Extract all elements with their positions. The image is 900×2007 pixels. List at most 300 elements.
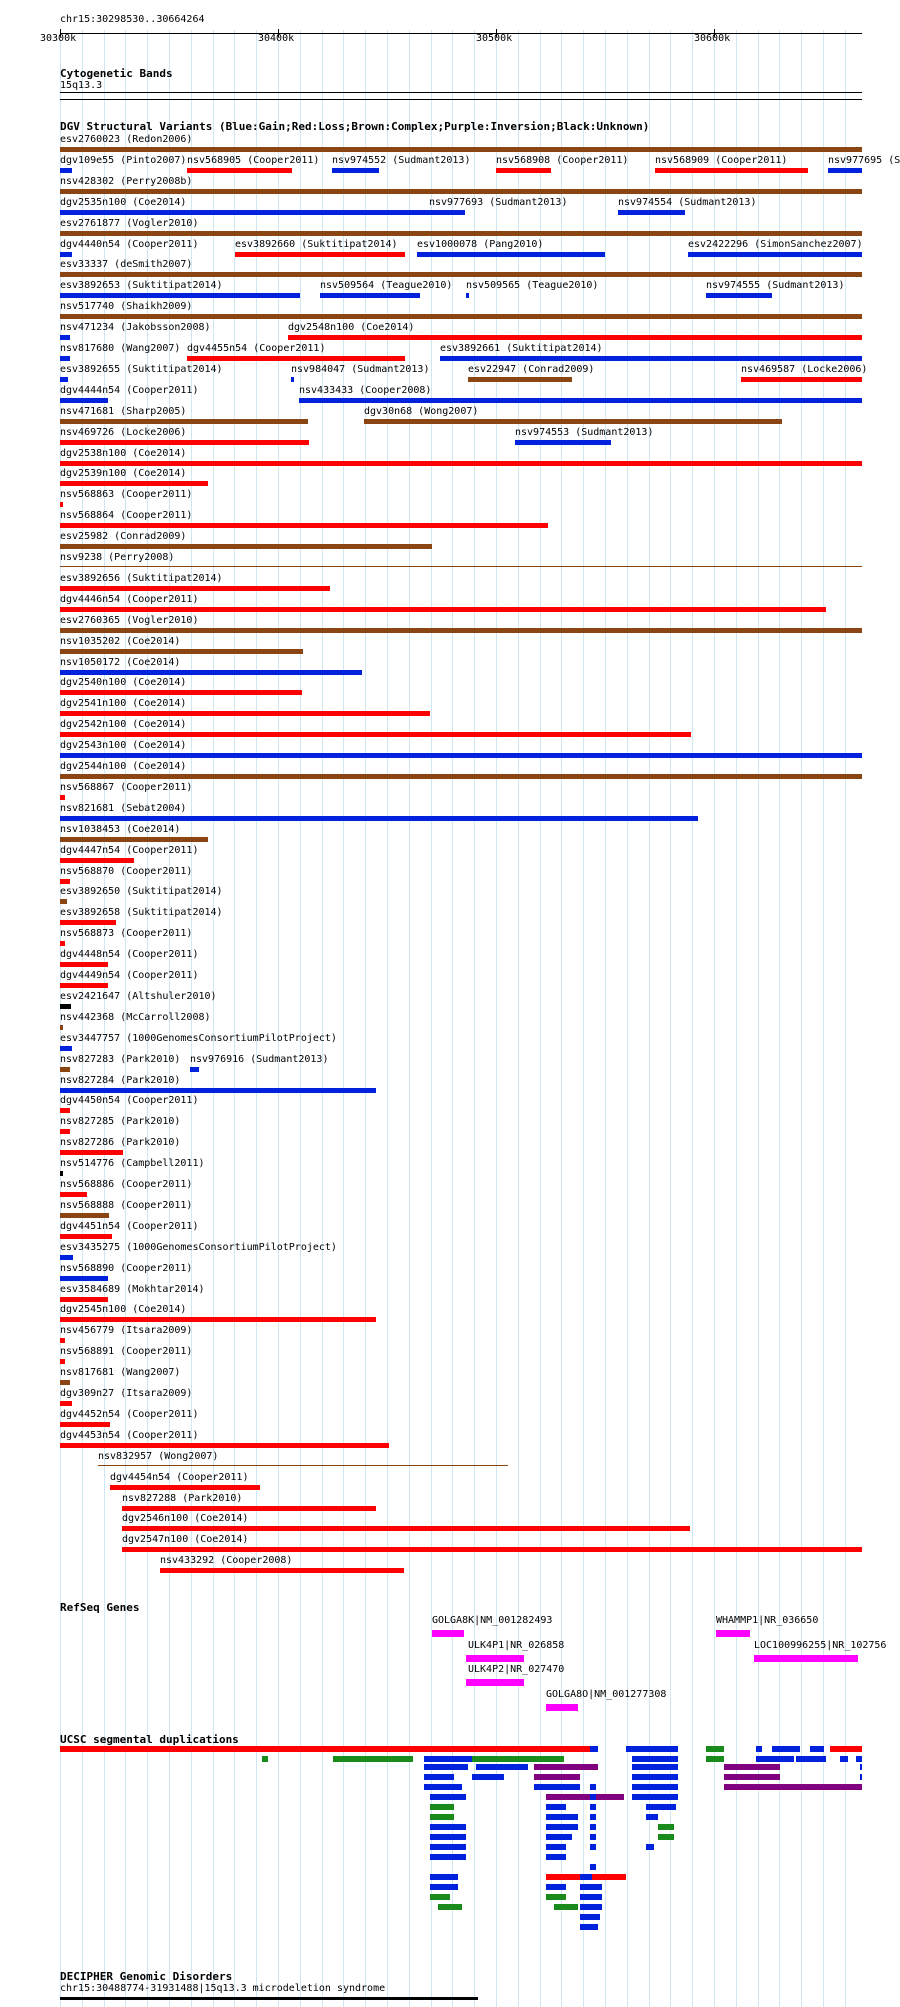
- segdup-block[interactable]: [333, 1756, 413, 1762]
- segdup-block[interactable]: [534, 1784, 580, 1790]
- segdup-block[interactable]: [476, 1764, 528, 1770]
- segdup-block[interactable]: [632, 1764, 678, 1770]
- grid-line: [627, 30, 628, 2007]
- segdup-block[interactable]: [580, 1914, 600, 1920]
- variant-label: nsv977693 (Sudmant2013): [429, 196, 568, 208]
- variant-label: dgv30n68 (Wong2007): [364, 405, 479, 417]
- grid-line: [605, 30, 606, 2007]
- variant-bar[interactable]: [187, 356, 405, 361]
- grid-line: [670, 30, 671, 2007]
- variant-bar[interactable]: [60, 440, 309, 445]
- segdup-block[interactable]: [430, 1864, 862, 1870]
- gene-model[interactable]: [716, 1630, 750, 1637]
- gene-model[interactable]: [546, 1704, 578, 1711]
- variant-label: nsv568908 (Cooper2011): [496, 154, 629, 166]
- variant-label: dgv2540n100 (Coe2014): [60, 677, 187, 689]
- variant-label: dgv2543n100 (Coe2014): [60, 740, 187, 752]
- segdup-block[interactable]: [756, 1756, 794, 1762]
- variant-bar[interactable]: [60, 941, 65, 946]
- variant-bar[interactable]: [299, 398, 862, 403]
- variant-label: nsv827284 (Park2010): [60, 1074, 181, 1086]
- segdup-block[interactable]: [646, 1814, 658, 1820]
- variant-label: nsv442368 (McCarroll2008): [60, 1011, 211, 1023]
- segdup-block[interactable]: [472, 1774, 504, 1780]
- variant-label: esv3892658 (Suktitipat2014): [60, 907, 223, 919]
- variant-bar[interactable]: [60, 398, 108, 403]
- variant-bar[interactable]: [60, 523, 548, 528]
- segdup-block[interactable]: [706, 1746, 724, 1752]
- variant-bar[interactable]: [60, 168, 72, 173]
- variant-bar[interactable]: [60, 858, 134, 863]
- segdup-block[interactable]: [430, 1844, 466, 1850]
- variant-label: esv22947 (Conrad2009): [468, 363, 595, 375]
- segdup-block[interactable]: [438, 1904, 462, 1910]
- variant-bar[interactable]: [60, 1067, 70, 1072]
- segdup-block[interactable]: [424, 1764, 468, 1770]
- segdup-block[interactable]: [546, 1824, 578, 1830]
- grid-line: [779, 30, 780, 2007]
- variant-bar[interactable]: [60, 1338, 65, 1343]
- variant-bar[interactable]: [60, 1046, 72, 1051]
- variant-bar[interactable]: [60, 502, 63, 507]
- segdup-block[interactable]: [546, 1854, 566, 1860]
- variant-label: esv2761877 (Vogler2010): [60, 217, 199, 229]
- gene-label: ULK4P1|NR_026858: [468, 1640, 565, 1651]
- segdup-block[interactable]: [546, 1884, 566, 1890]
- variant-bar[interactable]: [364, 419, 782, 424]
- variant-label: nsv471681 (Sharp2005): [60, 405, 187, 417]
- variant-label: nsv977695 (S: [828, 154, 900, 166]
- variant-bar[interactable]: [60, 210, 430, 215]
- segdup-block[interactable]: [472, 1756, 564, 1762]
- segdup-block[interactable]: [810, 1746, 824, 1752]
- variant-bar[interactable]: [60, 1213, 109, 1218]
- variant-bar[interactable]: [122, 1547, 862, 1552]
- variant-bar[interactable]: [60, 1088, 376, 1093]
- segdup-block[interactable]: [424, 1756, 474, 1762]
- variant-bar[interactable]: [60, 147, 862, 152]
- variant-label: nsv974553 (Sudmant2013): [515, 426, 654, 438]
- variant-label: dgv2541n100 (Coe2014): [60, 698, 187, 710]
- grid-line: [583, 30, 584, 2007]
- segdup-block[interactable]: [590, 1784, 596, 1790]
- grid-line: [801, 30, 802, 2007]
- segdup-block[interactable]: [430, 1894, 450, 1900]
- variant-label: nsv469726 (Locke2006): [60, 426, 187, 438]
- variant-label: nsv1050172 (Coe2014): [60, 656, 181, 668]
- variant-bar[interactable]: [496, 168, 551, 173]
- variant-bar[interactable]: [429, 210, 465, 215]
- segdup-block[interactable]: [580, 1874, 592, 1880]
- grid-line: [452, 30, 453, 2007]
- segdup-block[interactable]: [756, 1746, 762, 1752]
- variant-bar[interactable]: [60, 690, 302, 695]
- segdup-block[interactable]: [546, 1794, 624, 1800]
- variant-bar[interactable]: [110, 1485, 260, 1490]
- grid-line: [256, 30, 257, 2007]
- variant-label: nsv568888 (Cooper2011): [60, 1199, 193, 1211]
- variant-bar[interactable]: [122, 1506, 376, 1511]
- variant-label: esv3892650 (Suktitipat2014): [60, 886, 223, 898]
- variant-label: esv3892661 (Suktitipat2014): [440, 343, 603, 354]
- variant-label: dgv4449n54 (Cooper2011): [60, 970, 199, 981]
- variant-bar[interactable]: [60, 1129, 70, 1134]
- segdup-block[interactable]: [430, 1794, 466, 1800]
- variant-bar[interactable]: [60, 231, 862, 236]
- variant-bar[interactable]: [60, 314, 862, 319]
- segdup-block[interactable]: [430, 1884, 458, 1890]
- variant-bar[interactable]: [60, 1317, 376, 1322]
- segdup-block[interactable]: [60, 1746, 590, 1752]
- segdup-block[interactable]: [646, 1804, 676, 1810]
- variant-bar[interactable]: [618, 210, 685, 215]
- variant-label: nsv817681 (Wang2007): [60, 1367, 181, 1379]
- variant-label: nsv827283 (Park2010): [60, 1053, 181, 1065]
- grid-line: [496, 30, 497, 2007]
- variant-bar[interactable]: [60, 1192, 87, 1197]
- variant-label: nsv827288 (Park2010): [122, 1492, 243, 1504]
- variant-bar[interactable]: [60, 1255, 73, 1260]
- segdup-block[interactable]: [590, 1794, 596, 1800]
- variant-label: nsv9238 (Perry2008): [60, 552, 175, 563]
- segdup-block[interactable]: [546, 1834, 572, 1840]
- variant-label: esv25982 (Conrad2009): [60, 531, 187, 543]
- variant-label: nsv433292 (Cooper2008): [160, 1555, 293, 1567]
- variant-label: dgv4455n54 (Cooper2011): [187, 343, 326, 354]
- segdup-block[interactable]: [830, 1746, 862, 1752]
- grid-line: [234, 30, 235, 2007]
- variant-bar[interactable]: [60, 795, 65, 800]
- grid-line: [845, 30, 846, 2007]
- variant-bar[interactable]: [60, 983, 108, 988]
- segdup-block[interactable]: [646, 1844, 654, 1850]
- variant-bar[interactable]: [160, 1568, 404, 1573]
- gene-model[interactable]: [466, 1679, 524, 1686]
- variant-bar[interactable]: [60, 1171, 63, 1176]
- chromosome-range-label: chr15:30298530..30664264: [60, 14, 205, 25]
- segdup-block[interactable]: [856, 1756, 862, 1762]
- variant-bar[interactable]: [688, 252, 862, 257]
- variant-bar[interactable]: [417, 252, 605, 257]
- variant-bar[interactable]: [60, 879, 70, 884]
- variant-label: nsv568873 (Cooper2011): [60, 928, 193, 940]
- variant-label: dgv2544n100 (Coe2014): [60, 761, 187, 772]
- segdup-block[interactable]: [590, 1746, 598, 1752]
- variant-label: nsv984047 (Sudmant2013): [291, 363, 430, 375]
- variant-label: esv3435275 (1000GenomesConsortiumPilotProject): [60, 1241, 337, 1253]
- variant-label: dgv4451n54 (Cooper2011): [60, 1220, 199, 1232]
- variant-label: nsv568864 (Cooper2011): [60, 510, 193, 522]
- variant-label: esv2421647 (Altshuler2010): [60, 990, 217, 1002]
- segdup-block[interactable]: [706, 1756, 724, 1762]
- ruler-line: [60, 33, 862, 34]
- variant-label: nsv568886 (Cooper2011): [60, 1179, 193, 1190]
- segdup-block[interactable]: [424, 1784, 462, 1790]
- cytoband-track-title: Cytogenetic Bands: [60, 67, 173, 80]
- variant-label: dgv4452n54 (Cooper2011): [60, 1408, 199, 1420]
- ruler-tick-label: 30300k: [40, 33, 77, 44]
- variant-bar[interactable]: [60, 1025, 63, 1030]
- variant-bar[interactable]: [288, 335, 862, 340]
- variant-label: nsv1038453 (Coe2014): [60, 823, 181, 835]
- segdup-block[interactable]: [590, 1824, 596, 1830]
- variant-bar[interactable]: [60, 1443, 389, 1448]
- variant-label: dgv109e55 (Pinto2007): [60, 154, 187, 166]
- cytoband-line: [60, 99, 862, 100]
- variant-label: dgv2538n100 (Coe2014): [60, 447, 187, 459]
- variant-bar[interactable]: [60, 1359, 65, 1364]
- grid-line: [823, 30, 824, 2007]
- segdup-block[interactable]: [626, 1746, 678, 1752]
- segdup-block[interactable]: [724, 1784, 814, 1790]
- variant-bar[interactable]: [60, 670, 362, 675]
- gene-model[interactable]: [432, 1630, 464, 1637]
- variant-bar[interactable]: [60, 356, 70, 361]
- segdup-block[interactable]: [546, 1804, 566, 1810]
- variant-bar[interactable]: [60, 189, 862, 194]
- segdup-block[interactable]: [590, 1864, 596, 1870]
- grid-line: [714, 30, 715, 2007]
- ruler-tick-label: 30600k: [694, 33, 731, 44]
- variant-label: nsv517740 (Shaikh2009): [60, 301, 193, 313]
- variant-label: nsv974555 (Sudmant2013): [706, 280, 845, 292]
- refseq-track-title: RefSeq Genes: [60, 1601, 140, 1614]
- segdup-block[interactable]: [554, 1904, 578, 1910]
- variant-label: nsv568905 (Cooper2011): [187, 154, 320, 166]
- variant-bar[interactable]: [235, 252, 405, 257]
- variant-bar[interactable]: [60, 1108, 70, 1113]
- variant-label: nsv568890 (Cooper2011): [60, 1262, 193, 1274]
- segdup-block[interactable]: [534, 1774, 566, 1780]
- variant-label: nsv428302 (Perry2008b): [60, 175, 193, 187]
- variant-bar[interactable]: [60, 649, 303, 654]
- variant-bar[interactable]: [60, 1234, 112, 1239]
- variant-bar[interactable]: [60, 899, 67, 904]
- segdup-block[interactable]: [658, 1834, 674, 1840]
- segdup-block[interactable]: [632, 1784, 678, 1790]
- variant-bar[interactable]: [60, 837, 208, 842]
- gene-label: LOC100996255|NR_102756: [754, 1640, 887, 1651]
- segdup-block[interactable]: [632, 1774, 678, 1780]
- segdup-block[interactable]: [580, 1904, 602, 1910]
- segdup-block[interactable]: [546, 1894, 566, 1900]
- variant-label: esv2760365 (Vogler2010): [60, 614, 199, 626]
- gene-label: GOLGA8O|NM_001277308: [546, 1689, 667, 1700]
- variant-bar[interactable]: [60, 732, 691, 737]
- variant-label: dgv4444n54 (Cooper2011): [60, 384, 199, 396]
- variant-label: dgv2535n100 (Coe2014): [60, 196, 187, 208]
- grid-line: [518, 30, 519, 2007]
- segdup-block[interactable]: [860, 1774, 862, 1780]
- segdup-block[interactable]: [546, 1844, 566, 1850]
- segdup-block[interactable]: [796, 1756, 826, 1762]
- segdup-block[interactable]: [430, 1814, 454, 1820]
- variant-label: dgv4446n54 (Cooper2011): [60, 593, 199, 605]
- variant-label: esv2760023 (Redon2006): [60, 134, 193, 145]
- variant-bar[interactable]: [98, 1465, 508, 1466]
- gene-model[interactable]: [754, 1655, 858, 1662]
- variant-bar[interactable]: [60, 607, 826, 612]
- variant-bar[interactable]: [60, 1150, 123, 1155]
- variant-label: nsv568867 (Cooper2011): [60, 781, 193, 793]
- variant-bar[interactable]: [60, 920, 116, 925]
- variant-bar[interactable]: [60, 566, 862, 567]
- variant-bar[interactable]: [60, 1276, 108, 1281]
- gene-label: WHAMMP1|NR_036650: [716, 1615, 819, 1626]
- variant-label: nsv471234 (Jakobsson2008): [60, 322, 211, 334]
- decipher-entry-label: chr15:30488774-31931488|15q13.3 microdeletion syndrome: [60, 1983, 386, 1994]
- segdup-block[interactable]: [840, 1756, 848, 1762]
- segdup-block[interactable]: [430, 1824, 466, 1830]
- variant-label: esv2422296 (SimonSanchez2007): [688, 238, 863, 250]
- variant-bar[interactable]: [60, 711, 430, 716]
- segdup-block[interactable]: [590, 1844, 596, 1850]
- segdup-block[interactable]: [430, 1804, 454, 1810]
- segdup-block[interactable]: [590, 1814, 596, 1820]
- variant-label: nsv469587 (Locke2006): [741, 363, 868, 375]
- variant-bar[interactable]: [60, 1401, 72, 1406]
- variant-bar[interactable]: [60, 461, 862, 466]
- variant-label: nsv817680 (Wang2007): [60, 343, 181, 354]
- variant-label: nsv1035202 (Coe2014): [60, 635, 181, 647]
- variant-bar[interactable]: [466, 293, 469, 298]
- grid-line: [692, 30, 693, 2007]
- variant-bar[interactable]: [60, 544, 432, 549]
- variant-bar[interactable]: [655, 168, 808, 173]
- grid-line: [540, 30, 541, 2007]
- segdup-block[interactable]: [430, 1854, 466, 1860]
- variant-label: esv3892656 (Suktitipat2014): [60, 572, 223, 584]
- variant-bar[interactable]: [190, 1067, 199, 1072]
- variant-label: nsv974554 (Sudmant2013): [618, 196, 757, 208]
- variant-label: nsv832957 (Wong2007): [98, 1450, 219, 1462]
- grid-line: [278, 30, 279, 2007]
- decipher-region-bar[interactable]: [60, 1997, 478, 2000]
- segdup-block[interactable]: [534, 1764, 598, 1770]
- ruler-tick-label: 30400k: [258, 33, 295, 44]
- variant-bar[interactable]: [60, 1004, 71, 1009]
- variant-bar[interactable]: [60, 962, 108, 967]
- gene-model[interactable]: [466, 1655, 524, 1662]
- variant-bar[interactable]: [60, 252, 72, 257]
- variant-label: dgv2545n100 (Coe2014): [60, 1304, 187, 1316]
- variant-label: nsv568909 (Cooper2011): [655, 154, 788, 166]
- variant-bar[interactable]: [60, 481, 208, 486]
- segdup-block[interactable]: [658, 1824, 674, 1830]
- variant-bar[interactable]: [828, 168, 862, 173]
- cytoband-line: [60, 92, 862, 93]
- variant-bar[interactable]: [515, 440, 611, 445]
- variant-bar[interactable]: [60, 628, 862, 633]
- variant-label: nsv433433 (Cooper2008): [299, 384, 432, 396]
- variant-label: dgv2539n100 (Coe2014): [60, 468, 187, 480]
- grid-line: [213, 30, 214, 2007]
- variant-label: dgv4448n54 (Cooper2011): [60, 949, 199, 961]
- segdup-block[interactable]: [580, 1884, 602, 1890]
- variant-label: nsv976916 (Sudmant2013): [190, 1053, 329, 1065]
- segdup-block[interactable]: [590, 1834, 596, 1840]
- variant-label: esv1000078 (Pang2010): [417, 238, 544, 250]
- variant-label: nsv568863 (Cooper2011): [60, 489, 193, 501]
- variant-label: dgv4450n54 (Cooper2011): [60, 1095, 199, 1107]
- gene-label: GOLGA8K|NM_001282493: [432, 1615, 553, 1626]
- variant-label: dgv4440n54 (Cooper2011): [60, 238, 199, 250]
- variant-label: nsv827286 (Park2010): [60, 1137, 181, 1149]
- segdup-block[interactable]: [546, 1814, 578, 1820]
- variant-bar[interactable]: [60, 586, 330, 591]
- variant-label: esv3892660 (Suktitipat2014): [235, 238, 398, 250]
- variant-label: nsv568891 (Cooper2011): [60, 1346, 193, 1358]
- variant-label: nsv974552 (Sudmant2013): [332, 154, 471, 166]
- segdup-block[interactable]: [262, 1756, 268, 1762]
- segdup-block[interactable]: [580, 1924, 598, 1930]
- variant-label: nsv821681 (Sebat2004): [60, 802, 187, 814]
- variant-bar[interactable]: [60, 774, 862, 779]
- variant-bar[interactable]: [122, 1526, 690, 1531]
- segdup-block[interactable]: [430, 1874, 458, 1880]
- segdup-block[interactable]: [424, 1774, 454, 1780]
- variant-bar[interactable]: [332, 168, 379, 173]
- dgv-track-title: DGV Structural Variants (Blue:Gain;Red:Loss;Brown:Complex;Purple:Inversion;Black:Unknown): [60, 120, 650, 133]
- grid-line: [758, 30, 759, 2007]
- variant-bar[interactable]: [60, 1380, 70, 1385]
- variant-bar[interactable]: [60, 753, 862, 758]
- variant-bar[interactable]: [60, 335, 70, 340]
- variant-label: dgv4454n54 (Cooper2011): [110, 1471, 249, 1483]
- variant-bar[interactable]: [60, 377, 68, 382]
- grid-line: [736, 30, 737, 2007]
- variant-bar[interactable]: [60, 293, 300, 298]
- variant-bar[interactable]: [60, 816, 698, 821]
- cytoband-label: 15q13.3: [60, 80, 103, 91]
- segdup-block[interactable]: [860, 1764, 862, 1770]
- decipher-track-title: DECIPHER Genomic Disorders: [60, 1970, 233, 1983]
- variant-label: dgv4447n54 (Cooper2011): [60, 844, 199, 856]
- segdup-block[interactable]: [632, 1794, 678, 1800]
- segdup-block[interactable]: [724, 1764, 780, 1770]
- segdup-block[interactable]: [632, 1756, 678, 1762]
- segdup-block[interactable]: [590, 1804, 596, 1810]
- variant-bar[interactable]: [468, 377, 572, 382]
- segdup-block[interactable]: [430, 1834, 466, 1840]
- ruler-tick-label: 30500k: [476, 33, 513, 44]
- variant-bar[interactable]: [60, 272, 862, 277]
- variant-bar[interactable]: [320, 293, 420, 298]
- variant-label: dgv2547n100 (Coe2014): [122, 1534, 249, 1546]
- variant-label: nsv827285 (Park2010): [60, 1116, 181, 1128]
- grid-line: [649, 30, 650, 2007]
- segdup-block[interactable]: [772, 1746, 800, 1752]
- variant-label: esv3447757 (1000GenomesConsortiumPilotProject): [60, 1032, 337, 1044]
- variant-bar[interactable]: [60, 419, 308, 424]
- grid-line: [431, 30, 432, 2007]
- variant-bar[interactable]: [741, 377, 862, 382]
- variant-label: esv3892653 (Suktitipat2014): [60, 280, 223, 292]
- variant-bar[interactable]: [60, 1297, 108, 1302]
- segdup-block[interactable]: [806, 1784, 862, 1790]
- variant-bar[interactable]: [291, 377, 294, 382]
- segdup-track-title: UCSC segmental duplications: [60, 1733, 239, 1746]
- variant-bar[interactable]: [440, 356, 862, 361]
- variant-label: dgv2548n100 (Coe2014): [288, 322, 415, 334]
- variant-bar[interactable]: [187, 168, 292, 173]
- variant-label: esv3584689 (Mokhtar2014): [60, 1283, 205, 1295]
- segdup-block[interactable]: [580, 1894, 602, 1900]
- variant-bar[interactable]: [706, 293, 772, 298]
- grid-line: [474, 30, 475, 2007]
- segdup-block[interactable]: [724, 1774, 780, 1780]
- variant-bar[interactable]: [60, 1422, 110, 1427]
